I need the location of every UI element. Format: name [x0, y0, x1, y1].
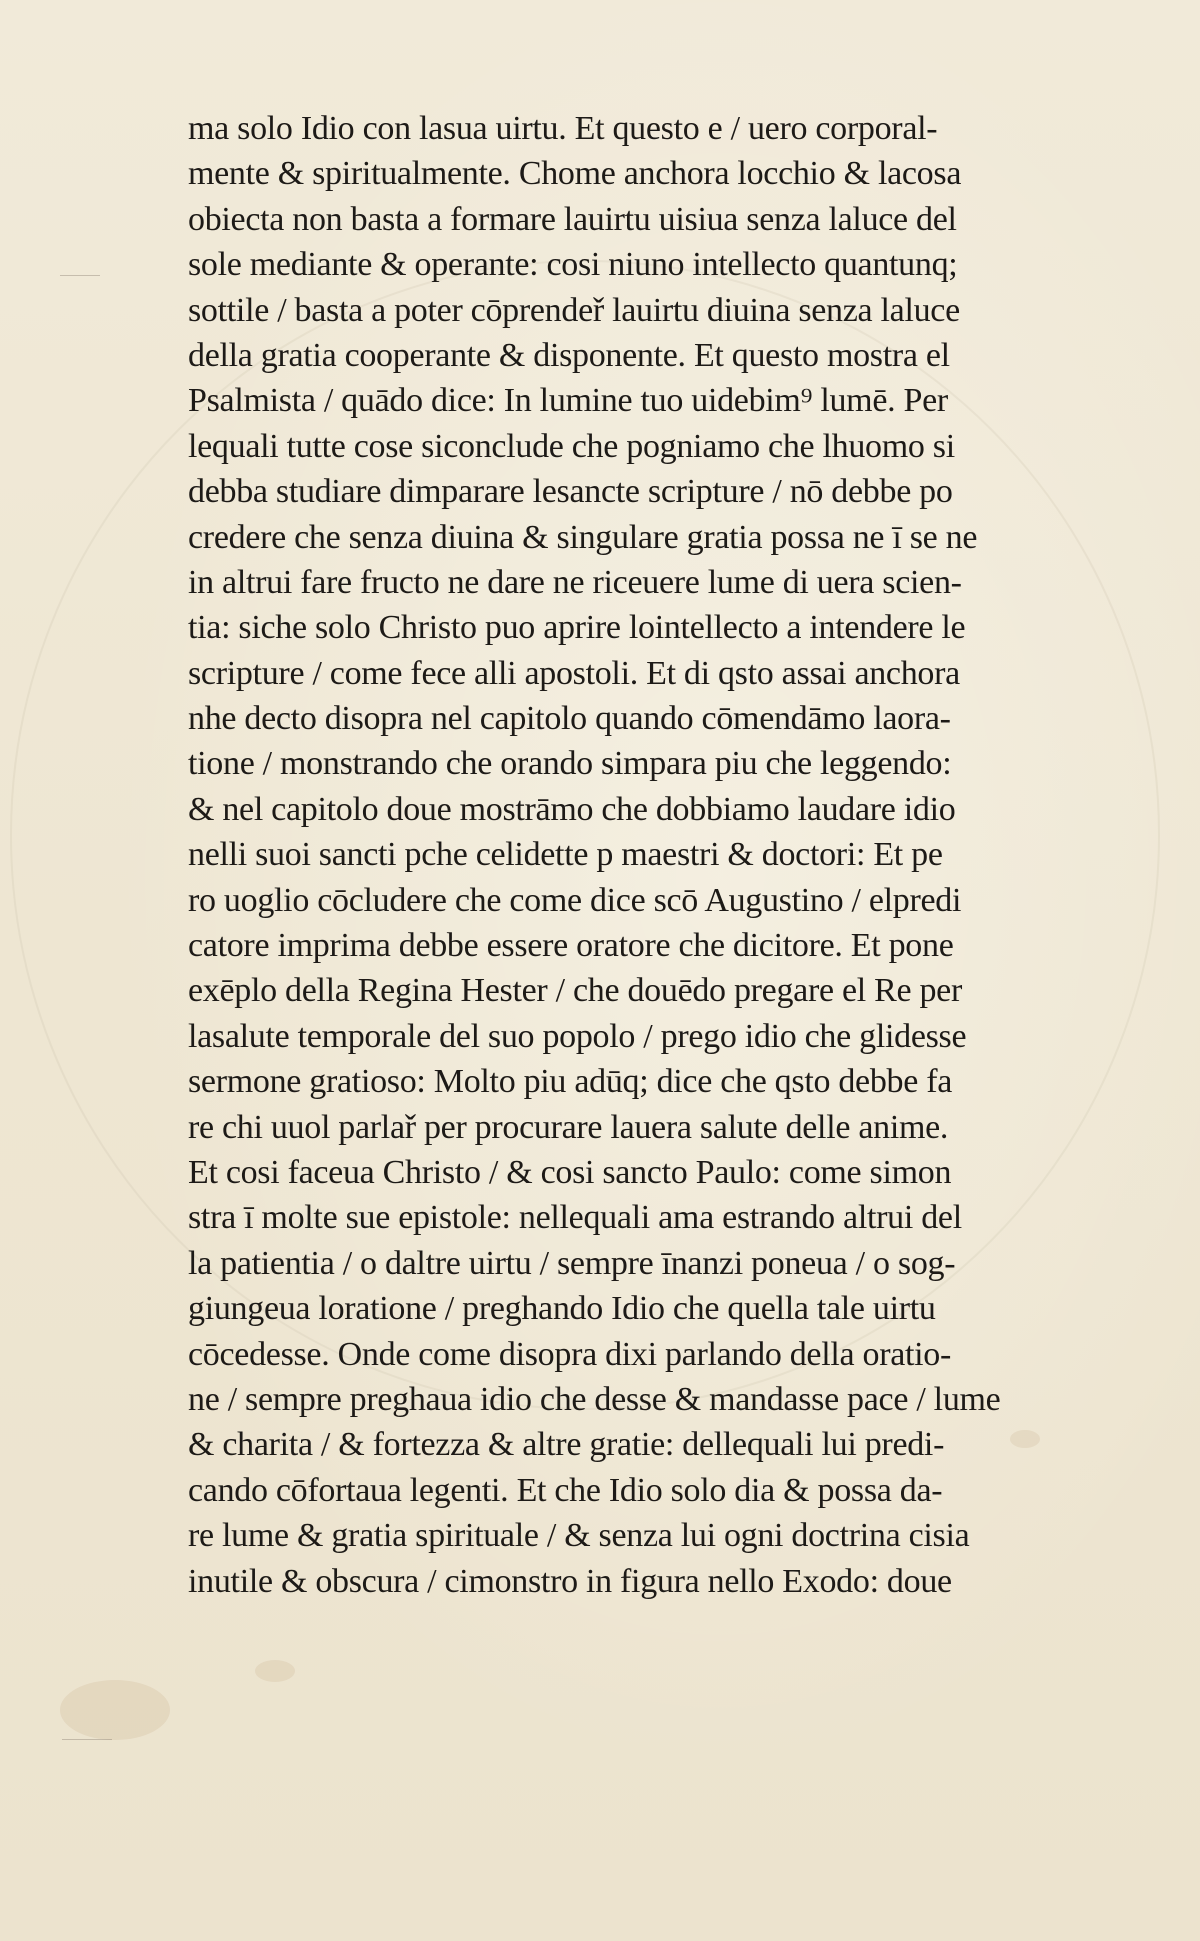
text-line: credere che senza diuina & singulare gratia possa ne ī se ne: [188, 518, 978, 556]
text-line: Et cosi faceua Christo / & cosi sancto Paulo: come simon: [188, 1153, 952, 1191]
text-line: cando cōfortaua legenti. Et che Idio solo dia & possa da-: [188, 1471, 943, 1509]
text-line: nelli suoi sancti pche celidette p maestri & doctori: Et pe: [188, 836, 943, 874]
text-line: ne / sempre preghaua idio che desse & mandasse pace / lume: [188, 1380, 1001, 1418]
text-line: cōcedesse. Onde come disopra dixi parlando della oratio-: [188, 1335, 952, 1373]
text-line: & nel capitolo doue mostrāmo che dobbiamo laudare idio: [188, 790, 956, 828]
text-line: scripture / come fece alli apostoli. Et di qsto assai anchora: [188, 654, 960, 692]
text-line: inutile & obscura / cimonstro in figura nello Exodo: doue: [188, 1562, 952, 1600]
text-line: debba studiare dimparare lesancte scripture / nō debbe po: [188, 473, 953, 511]
text-line: lasalute temporale del suo popolo / prego idio che glidesse: [188, 1017, 967, 1055]
text-line: exēplo della Regina Hester / che douēdo pregare el Re per: [188, 972, 962, 1010]
text-line: mente & spiritualmente. Chome anchora locchio & lacosa: [188, 155, 962, 193]
text-line: catore imprima debbe essere oratore che dicitore. Et pone: [188, 927, 954, 965]
text-line: in altrui fare fructo ne dare ne riceuere lume di uera scien-: [188, 563, 962, 601]
text-line: la patientia / o daltre uirtu / sempre īnanzi poneua / o sog-: [188, 1244, 956, 1282]
text-line: re chi uuol parlař per procurare lauera salute delle anime.: [188, 1108, 949, 1146]
text-line: sermone gratioso: Molto piu adūq; dice che qsto debbe fa: [188, 1063, 953, 1101]
page-text: [188, 106, 1058, 1604]
text-line: obiecta non basta a formare lauirtu uisiua senza laluce del: [188, 200, 957, 238]
margin-rule: [62, 1739, 112, 1740]
text-line: tia: siche solo Christo puo aprire lointellecto a intendere le: [188, 609, 966, 647]
text-line: ma solo Idio con lasua uirtu. Et questo e / uero corporal-: [188, 110, 938, 147]
text-line: sottile / basta a poter cōprendeř lauirtu diuina senza laluce: [188, 291, 960, 329]
text-line: Psalmista / quādo dice: In lumine tuo uidebim⁹ lumē. Per: [188, 382, 948, 420]
text-line: & charita / & fortezza & altre gratie: dellequali lui predi-: [188, 1426, 945, 1464]
foxing-spot: [255, 1660, 295, 1682]
text-line: sole mediante & operante: cosi niuno intellecto quantunq;: [188, 246, 958, 284]
text-line: lequali tutte cose siconclude che pogniamo che lhuomo si: [188, 427, 955, 465]
margin-rule: [60, 275, 100, 276]
text-line: nhe decto disopra nel capitolo quando cōmendāmo laora-: [188, 700, 951, 738]
text-line: tione / monstrando che orando simpara piu che leggendo:: [188, 745, 952, 783]
text-line: giungeua loratione / preghando Idio che quella tale uirtu: [188, 1290, 936, 1328]
text-line: re lume & gratia spirituale / & senza lui ogni doctrina cisia: [188, 1517, 970, 1555]
text-line: stra ī molte sue epistole: nellequali ama estrando altrui del: [188, 1199, 962, 1237]
text-line: della gratia cooperante & disponente. Et questo mostra el: [188, 336, 950, 374]
foxing-spot: [60, 1680, 170, 1740]
text-line: ro uoglio cōcludere che come dice scō Augustino / elpredi: [188, 881, 962, 919]
